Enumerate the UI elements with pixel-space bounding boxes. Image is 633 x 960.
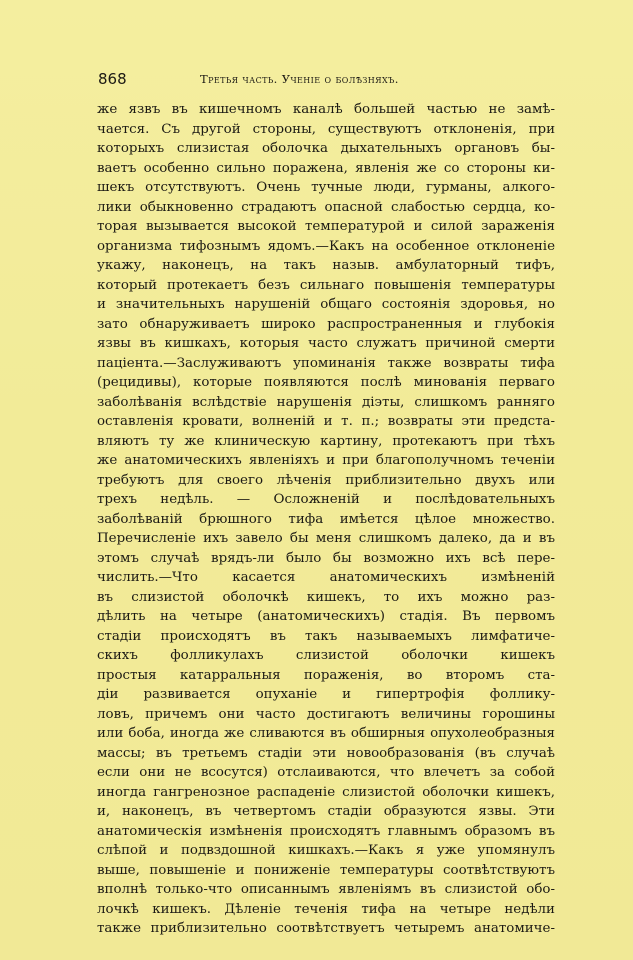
text-line: въ слизистой оболочкѣ кишекъ, то ихъ можно раз- (97, 589, 555, 605)
text-line: анатомическія измѣненія происходятъ главнымъ образомъ въ (97, 823, 555, 839)
text-line: чается. Съ другой стороны, существуютъ отклоненія, при (97, 121, 555, 137)
text-line: (рецидивы), которые появляются послѣ минованія перваго (97, 375, 555, 390)
text-line: лики обыкновенно страдаютъ опасной слабостью сердца, ко- (97, 199, 555, 215)
text-line: и, наконецъ, въ четвертомъ стадіи образуются язвы. Эти (97, 804, 555, 819)
body-text (97, 100, 555, 939)
text-line: также приблизительно соотвѣтствуетъ четыремъ анатомиче- (97, 921, 555, 936)
text-line: заболѣваній брюшного тифа имѣется цѣлое множество. (97, 511, 555, 527)
text-line: вляютъ ту же клиническую картину, протекаютъ при тѣхъ (97, 433, 555, 449)
text-line: лочкѣ кишекъ. Дѣленіе теченія тифа на четыре недѣли (97, 901, 555, 917)
text-line: вполнѣ только-что описаннымъ явленіямъ въ слизистой обо- (97, 882, 555, 897)
text-line: оставленія кровати, волненій и т. п.; возвраты эти предста- (97, 414, 555, 429)
text-line: паціента.—Заслуживаютъ упоминанія также возвраты тифа (97, 355, 555, 371)
text-line: иногда гангренозное распаденіе слизистой оболочки кишекъ, (97, 784, 555, 800)
text-line: который протекаетъ безъ сильнаго повышенія температуры (97, 277, 555, 293)
text-line: стадіи происходятъ въ такъ называемыхъ лимфатиче- (97, 628, 555, 644)
text-line: которыхъ слизистая оболочка дыхательныхъ органовъ бы- (97, 141, 555, 156)
text-line: трехъ недѣль. — Осложненій и послѣдовательныхъ (97, 492, 555, 507)
text-line: Перечисленіе ихъ завело бы меня слишкомъ далеко, да и въ (97, 531, 555, 546)
text-line: числить.—Что касается анатомическихъ измѣненій (97, 570, 555, 585)
text-line: скихъ фолликулахъ слизистой оболочки кишекъ (97, 648, 555, 663)
text-line: массы; въ третьемъ стадіи эти новообразованія (въ случаѣ (97, 745, 555, 761)
text-line: шекъ отсутствуютъ. Очень тучные люди, гурманы, алкого- (97, 180, 555, 195)
text-line: этомъ случаѣ врядъ-ли было бы возможно ихъ всѣ пере- (97, 550, 555, 566)
text-line: же язвъ въ кишечномъ каналѣ большей частью не замѣ- (97, 102, 555, 117)
text-line: заболѣванія вслѣдствіе нарушенія діэты, слишкомъ ранняго (97, 394, 555, 410)
text-line: слѣпой и подвздошной кишкахъ.—Какъ я уже упомянулъ (97, 843, 555, 858)
text-line: или боба, иногда же сливаются въ обширныя опухолеобразныя (97, 726, 555, 741)
text-line: діи развивается опуханіе и гипертрофія фоллику- (97, 687, 555, 702)
text-line: язвы въ кишкахъ, которыя часто служатъ причиной смерти (97, 336, 555, 351)
text-line: и значительныхъ нарушеній общаго состоянія здоровья, но (97, 297, 555, 312)
text-line: выше, повышеніе и пониженіе температуры соотвѣтствуютъ (97, 862, 555, 878)
text-line: торая вызывается высокой температурой и силой зараженія (97, 219, 555, 234)
text-line: укажу, наконецъ, на такъ назыв. амбулаторный тифъ, (97, 258, 555, 273)
page-header (98, 70, 553, 90)
text-line: простыя катарральныя пораженія, во второмъ ста- (97, 667, 555, 683)
running-head: Третья часть. Ученіе о болѣзняхъ. (200, 72, 399, 86)
text-line: же анатомическихъ явленіяхъ и при благополучномъ теченіи (97, 453, 555, 468)
text-line: зато обнаруживаетъ широко распространенныя и глубокія (97, 316, 555, 332)
text-line: ваетъ особенно сильно поражена, явленія же со стороны ки- (97, 160, 555, 176)
text-line: если они не всосутся) отслаиваются, что влечетъ за собой (97, 765, 555, 780)
text-line: требуютъ для своего лѣченія приблизительно двухъ или (97, 472, 555, 488)
text-line: дѣлить на четыре (анатомическихъ) стадія. Въ первомъ (97, 609, 555, 624)
page-number: 868 (98, 70, 127, 88)
text-line: организма тифознымъ ядомъ.—Какъ на особенное отклоненіе (97, 238, 555, 254)
text-line: ловъ, причемъ они часто достигаютъ величины горошины (97, 706, 555, 722)
